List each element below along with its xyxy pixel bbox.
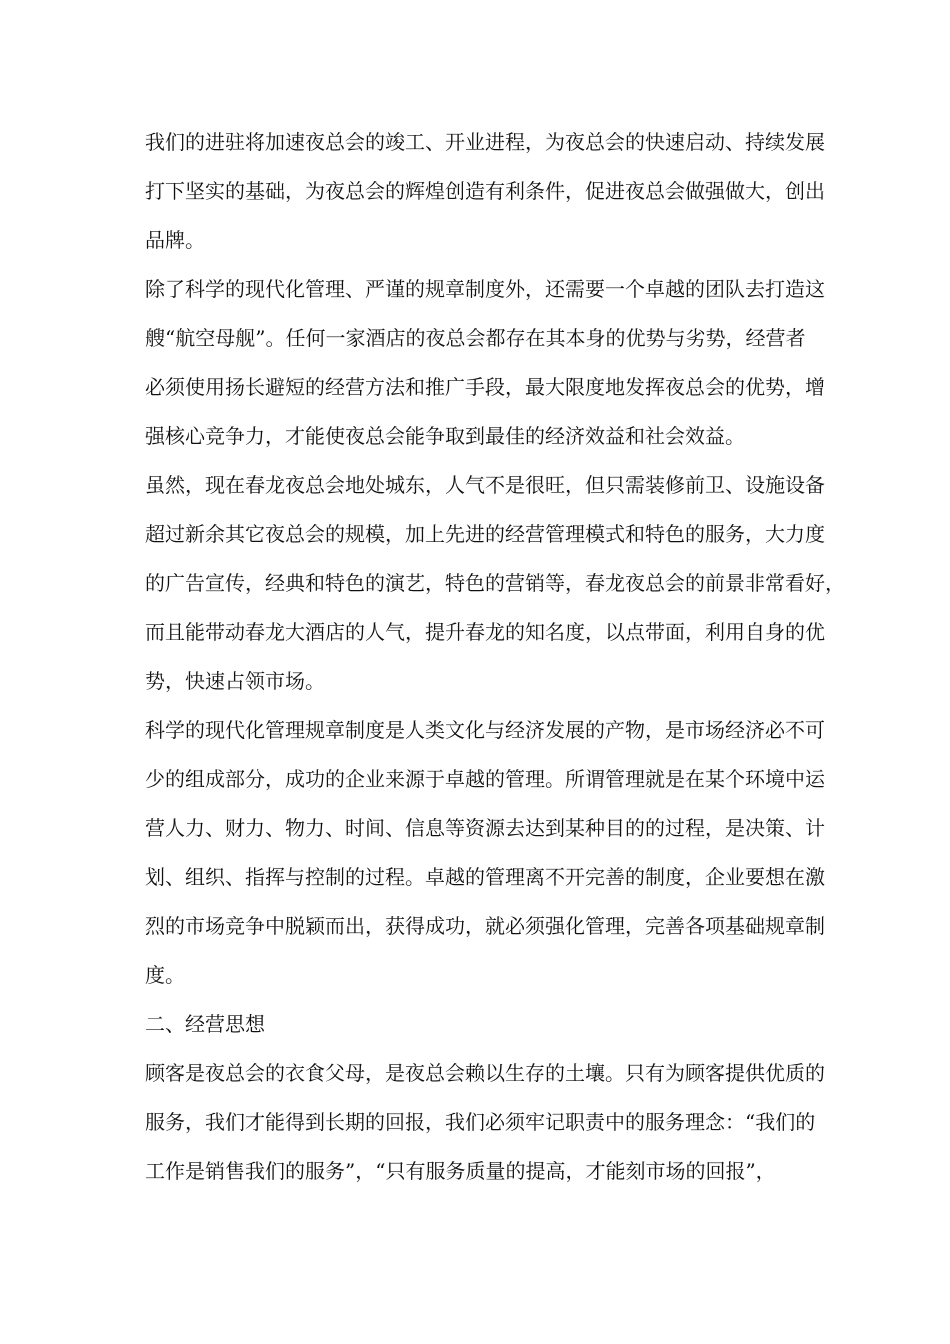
text-line: 强核心竞争力，才能使夜总会能争取到最佳的经济效益和社会效益。 — [145, 424, 745, 448]
text-line: 划、组织、指挥与控制的过程。卓越的管理离不开完善的制度，企业要想在激 — [145, 865, 825, 889]
text-line: 虽然，现在春龙夜总会地处城东，人气不是很旺，但只需装修前卫、设施设备 — [145, 473, 825, 497]
text-line: 品牌。 — [145, 228, 205, 252]
text-line: 艘“航空母舰”。任何一家酒店的夜总会都存在其本身的优势与劣势，经营者 — [145, 326, 806, 350]
text-line: 的广告宣传，经典和特色的演艺，特色的营销等，春龙夜总会的前景非常看好， — [145, 571, 845, 595]
text-line: 烈的市场竞争中脱颖而出，获得成功，就必须强化管理，完善各项基础规章制 — [145, 914, 825, 938]
text-line: 除了科学的现代化管理、严谨的规章制度外，还需要一个卓越的团队去打造这 — [145, 277, 825, 301]
text-line: 我们的进驻将加速夜总会的竣工、开业进程，为夜总会的快速启动、持续发展 — [145, 130, 825, 154]
text-line: 超过新余其它夜总会的规模，加上先进的经营管理模式和特色的服务，大力度 — [145, 522, 825, 546]
text-line: 必须使用扬长避短的经营方法和推广手段，最大限度地发挥夜总会的优势，增 — [145, 375, 825, 399]
paragraph — [145, 706, 825, 1000]
text-line: 科学的现代化管理规章制度是人类文化与经济发展的产物，是市场经济必不可 — [145, 718, 825, 742]
text-line: 势，快速占领市场。 — [145, 669, 325, 693]
paragraph — [145, 461, 845, 706]
heading-text: 二、经营思想 — [145, 1012, 265, 1036]
paragraph — [145, 1049, 825, 1196]
text-line: 而且能带动春龙大酒店的人气，提升春龙的知名度，以点带面，利用自身的优 — [145, 620, 825, 644]
text-line: 少的组成部分，成功的企业来源于卓越的管理。所谓管理就是在某个环境中运 — [145, 767, 825, 791]
text-line: 工作是销售我们的服务”，“只有服务质量的提高，才能刻市场的回报”， — [145, 1159, 776, 1183]
text-line: 打下坚实的基础，为夜总会的辉煌创造有利条件，促进夜总会做强做大，创出 — [145, 179, 825, 203]
paragraph — [145, 118, 825, 265]
text-line: 度。 — [145, 963, 185, 987]
document-body — [145, 118, 845, 1196]
text-line: 营人力、财力、物力、时间、信息等资源去达到某种目的的过程，是决策、计 — [145, 816, 825, 840]
text-line: 顾客是夜总会的衣食父母，是夜总会赖以生存的土壤。只有为顾客提供优质的 — [145, 1061, 825, 1085]
text-line: 服务，我们才能得到长期的回报，我们必须牢记职责中的服务理念：“我们的 — [145, 1110, 816, 1134]
section-heading — [145, 1000, 825, 1049]
paragraph — [145, 265, 825, 461]
